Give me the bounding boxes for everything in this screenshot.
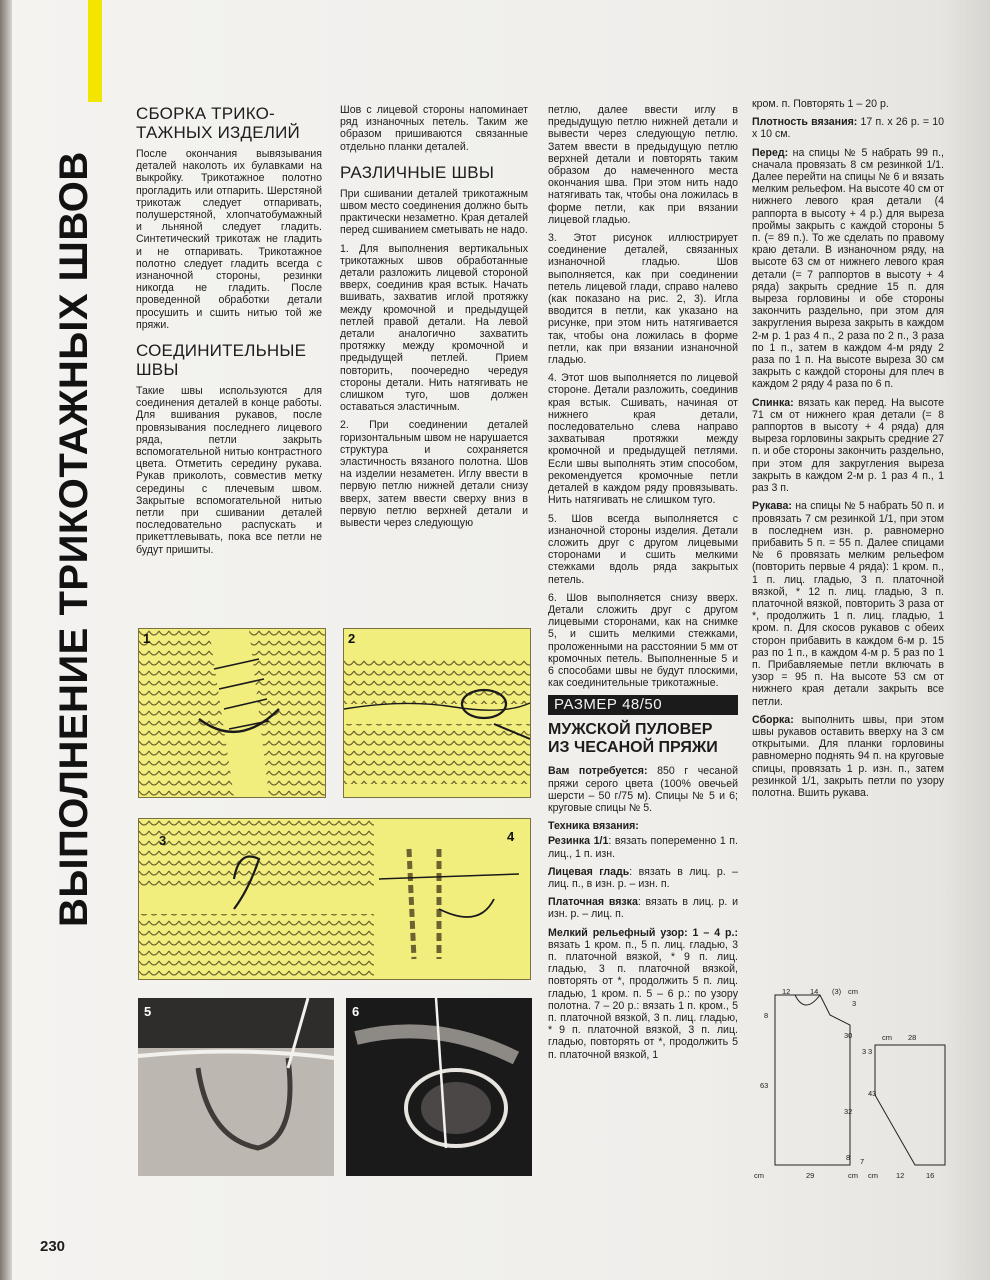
diagram-label: 12 <box>782 987 791 996</box>
column-2 <box>340 104 528 535</box>
size-banner: РАЗМЕР 48/50 <box>548 695 738 715</box>
diagram-label: 32 <box>844 1107 853 1116</box>
diagram-label: 63 <box>760 1081 769 1090</box>
knit-illustration-1 <box>139 629 325 797</box>
figure-number: 1 <box>143 631 151 646</box>
diagram-label: cm <box>848 987 858 996</box>
diagram-label: 7 <box>860 1157 865 1166</box>
heading-assembly: СБОРКА ТРИКО-ТАЖНЫХ ИЗДЕЛИЙ <box>136 104 300 142</box>
paragraph: Платочная вязка: вязать в лиц. р. и изн. р. – лиц. п. <box>548 896 738 921</box>
photo-5-seam <box>138 998 334 1176</box>
figure-number: 6 <box>352 1004 360 1019</box>
paragraph: 2. При соединении деталей горизонтальным швом не нарушается структура и сохраняется эластичность вязаного полотна. Шов на изделии незаметен. Иглу ввести в первую петлю нижней детали снизу вверх, затем ввести сверху вниз в первую петлю верхней детали и вывести через следующую <box>340 419 528 530</box>
knit-illustration-2 <box>344 629 530 797</box>
yellow-accent-bar <box>88 0 102 102</box>
page-binding-edge <box>0 0 12 1280</box>
paragraph: кром. п. Повторять 1 – 20 р. <box>752 98 889 110</box>
technique-label: Техника вязания: <box>548 820 639 833</box>
photo-illustration-6 <box>346 998 532 1176</box>
paragraph: Резинка 1/1: вязать попеременно 1 п. лиц., 1 п. изн. <box>548 835 738 860</box>
paragraph: 3. Этот рисунок иллюстрирует соединение деталей, связанных изнаночной гладью. Шов выполняется, как при соединении петель лицевой глади, справо налево (как показано на рис. 2, 3). Игла вводится в петли, как указано на рисунке, при этом нить натягивается так, чтобы она ложилась в форме петли, как при вязании изнаночной гладью. <box>548 232 738 367</box>
paragraph: Шов с лицевой стороны напоминает ряд изнаночных петель. Таким же образом пришиваются связанные отдельно планки деталей. <box>340 104 528 153</box>
diagram-label: 12 <box>896 1171 905 1180</box>
diagram-label: cm <box>868 1171 878 1180</box>
paragraph: Перед: на спицы № 5 набрать 99 п., сначала провязать 8 см резинкой 1/1. Далее перейти на спицы № 6 и вязать мелким рельефом. На высоте 40 см от нижнего левого края детали (4 раппорта в высоту + 4 р.) для выреза проймы закрыть с каждой стороны 5 п. (= 89 п.). То же сделать по правому краю детали. В изнаночном ряду, на высоте 63 см от нижнего левого края детали (= 7 раппортов в высоту + 4 ряда) закрыть средние 15 п. для выреза горловины и обе стороны закончить раздельно, при этом для закругления выреза закрыть в каждом 2-м р. 1 раз 4 п., 2 раза по 2 п., 3 раза по 1 п., затем в каждом 4-м ряду 2 раза по 1 п. На высоте выреза 30 см закрыть с каждой стороны для плеч в каждом 2 ряду 4 раза по 6 п. <box>752 146 944 391</box>
paragraph: При сшивании деталей трикотажным швом место соединения должно быть практически незаметно. Края деталей перед сшиванием сметывать не надо. <box>340 187 528 237</box>
diagram-label: 29 <box>806 1171 815 1180</box>
figure-number: 2 <box>348 631 356 646</box>
paragraph: петлю, далее ввести иглу в предыдущую петлю нижней детали и вывести через следующую петлю. Затем ввести в предыдущую петлю верхней детали и повторять таким образом до намеченного места окончания шва. При этом нить надо натягивать так, чтобы она ложилась в форме петли, как при вязании лицевой гладью. <box>548 104 738 226</box>
figure-number: 4 <box>507 829 515 844</box>
paragraph: 5. Шов всегда выполняется с изнаночной стороны изделия. Детали сложить друг с другом лицевыми сторонами и сшить мелкими стежками вдоль ряда закрытых петель. <box>548 512 738 586</box>
diagram-label: 8 <box>846 1153 851 1162</box>
diagram-label: 3 <box>868 1047 873 1056</box>
column-1 <box>136 104 322 562</box>
vertical-page-title: ВЫПОЛНЕНИЕ ТРИКОТАЖНЫХ ШВОВ <box>52 151 96 927</box>
diagram-label: 28 <box>908 1033 917 1042</box>
figure-3-4-purl-seam <box>138 818 531 980</box>
photo-6-seam <box>346 998 532 1176</box>
diagram-label: 43 <box>868 1089 877 1098</box>
paragraph: Лицевая гладь: вязать в лиц. р. – лиц. п., в изн. р. – изн. п. <box>548 865 738 890</box>
knit-illustration-3-4 <box>139 819 530 979</box>
photo-illustration-5 <box>138 998 334 1176</box>
heading-various-seams: РАЗЛИЧНЫЕ ШВЫ <box>340 162 495 182</box>
paragraph: Вам потребуется: 850 г чесаной пряжи серого цвета (100% овечьей шерсти – 50 г/75 м). Спицы № 5 и 6; круговые спицы № 5. <box>548 765 738 814</box>
pattern-diagram <box>750 985 950 1185</box>
paragraph: 6. Шов выполняется снизу вверх. Детали сложить друг с другом лицевыми сторонами, как на снимке 5, и сшить мелкими стежками, проложенными на расстоянии 5 мм от кромочных петель. Выполненные 5 и 6 способами швы не будут плоскими, как соединительные трикотажные. <box>548 591 738 690</box>
paragraph: Мелкий рельефный узор: 1 – 4 р.: вязать 1 кром. п., 5 п. лиц. гладью, 3 п. платочной вязкой, * 9 п. лиц. гладью, 3 п. платочной вязкой, повторять от *, продолжить 5 п. лиц. гладью, 1 кром. п. 5 – 6 р.: по узору полотна. 7 – 20 р.: вязать 1 п. кром., 5 п. платочной вязкой, 3 п. лиц. гладью, * 9 п. платочной вязкой, 3 п. лиц. гладью, повторять от *, продолжить 5 п. платочной вязкой, 1 <box>548 926 738 1061</box>
paragraph: Рукава: на спицы № 5 набрать 50 п. и провязать 7 см резинкой 1/1, при этом в последнем изн. р. равномерно прибавить 5 п. = 55 п. Далее спицами № 6 провязать мелким рельефом (повторить первые 4 ряда): 1 кром. п., 1 п. лиц. гладью, 3 п. платочной вязкой, * 12 п. лиц. гладью, 3 п. платочной вязкой, повторить 3 раза от *, продолжить 1 п. лиц. гладью, 1 кром. п. Для скосов рукавов с обеих сторон прибавить в каждом 6-м р. 15 раз по 1 п., в каждом 4-м р. 5 раз по 1 п. Прибавляемые петли включать в узор = 95 п. На высоте 53 см от нижнего края детали закрыть все петли. <box>752 500 944 708</box>
paragraph: 4. Этот шов выполняется по лицевой стороне. Детали разложить, соединив края встык. Сшивать, начиная от нижнего края детали, последовательно слева направо захватывая протяжки между кромочной и предыдущей петлями. Если швы выполнять этим способом, рекомендуется кромочные петли деталей в каждом ряду провязывать. Нить натягивать не слишком туго. <box>548 372 738 507</box>
paragraph: Спинка: вязать как перед. На высоте 71 см от нижнего края детали (= 8 раппортов в высоту + 4 ряда) для выреза горловины закрыть средние 27 п. и обе стороны закончить раздельно, при этом для закругления выреза закрыть в каждом 2-м р. 1 раз 4 п., 1 раз 3 п. <box>752 396 944 495</box>
column-4 <box>752 98 944 805</box>
heading-connecting-seams: СОЕДИНИТЕЛЬНЫЕ ШВЫ <box>136 341 307 380</box>
diagram-label: 16 <box>926 1171 935 1180</box>
diagram-label: cm <box>848 1171 858 1180</box>
paragraph: Такие швы используются для соединения деталей в конце работы. Для вшивания рукавов, после провязывания последнего лицевого ряда, петли закрыть вспомогательной нитью контрастного цвета. Отметить середину рукава. Рукав приколоть, совместив метку середины с плечевым швом. Закрытые вспомогательной нитью петли при сшивании деталей последовательно распускать и прикеттлевывать, пока все петли не будут пришиты. <box>136 385 322 556</box>
figure-2-horizontal-seam <box>343 628 531 798</box>
figure-number: 5 <box>144 1004 152 1019</box>
paragraph: Сборка: выполнить швы, при этом швы рукавов оставить вверху на 3 см открытыми. Для планки горловины равномерно поднять 94 п. на круговые спицы, провязать 1 р. изн. п., затем резинкой 1/1, закрыть петли по узору полотна. Вшить рукава. <box>752 713 944 799</box>
column-3 <box>548 104 738 1067</box>
page-number: 230 <box>40 1238 66 1255</box>
diagram-label: 3 <box>852 999 857 1008</box>
paragraph: Плотность вязания: 17 п. х 26 р. = 10 х 10 см. <box>752 116 945 141</box>
diagram-label: 14 <box>810 987 819 996</box>
diagram-label: 8 <box>764 1011 769 1020</box>
paragraph: После окончания вывязывания деталей наколоть их булавками на выкройку. Трикотажное полотно прогладить или отпарить. Шерстяной трикотаж следует отпаривать, полушерстяной, хлопчатобумажный и льняной следует гладить. Синтетический трикотаж не гладить и не отпаривать. Трикотажное полотно следует гладить всегда с изнаночной стороны, резинки никогда не гладить. После проведенной обработки детали просушить и сшить нитью той же пряжи. <box>136 148 322 331</box>
diagram-label: 3 <box>862 1047 867 1056</box>
paragraph: 1. Для выполнения вертикальных трикотажных швов обработанные детали разложить лицевой стороной вверх, соединив края встык. Начать вшивать, захватив иглой протяжку между кромочной и предыдущей петлей правой детали. На левой детали аналогично захватить протяжку между кромочной и предыдущей петлей. Прием повторить, поочередно чередуя стороны детали. Нить натягивать не слишком туго, шов должен оставаться эластичным. <box>340 242 528 414</box>
diagram-label: cm <box>754 1171 764 1180</box>
figure-number: 3 <box>159 833 167 848</box>
diagram-label: cm <box>882 1033 892 1042</box>
figure-1-vertical-seam <box>138 628 326 798</box>
diagram-label: (3) <box>832 987 842 996</box>
diagram-label: 30 <box>844 1031 853 1040</box>
model-title: МУЖСКОЙ ПУЛОВЕР ИЗ ЧЕСАНОЙ ПРЯЖИ <box>548 721 718 757</box>
